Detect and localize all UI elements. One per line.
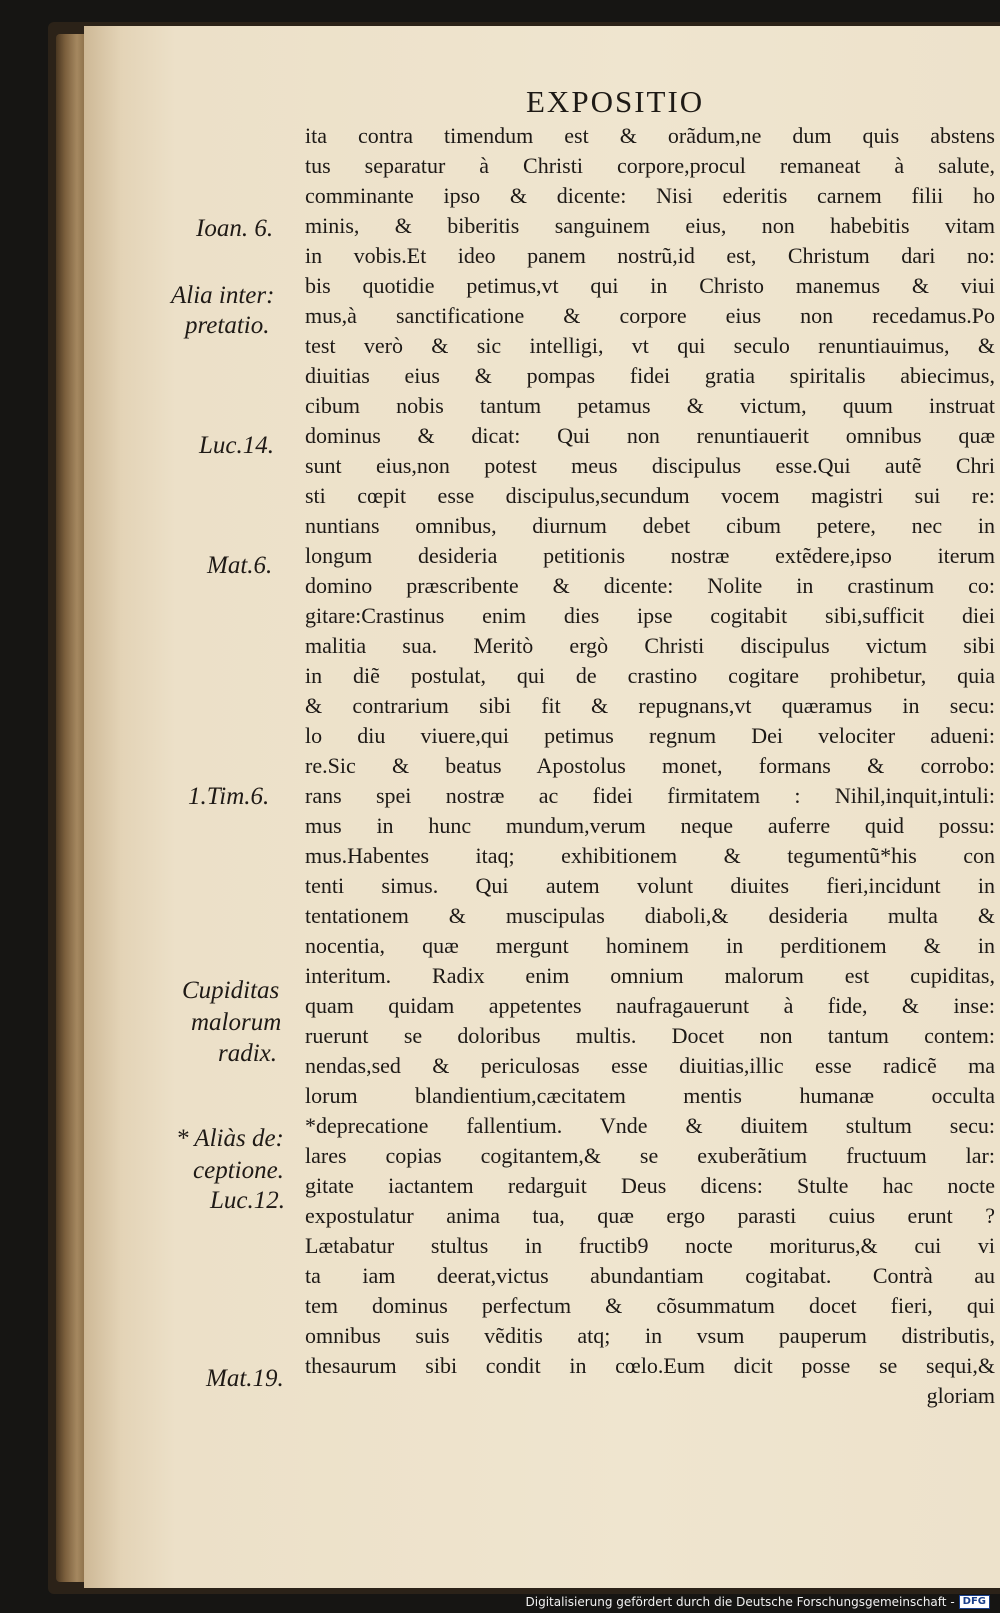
text-line: interitum. Radix enim omnium malorum est cupiditas, bbox=[305, 963, 995, 988]
text-line: in vobis.Et ideo panem nostrũ,id est, Christum dari no: bbox=[305, 243, 995, 268]
text-line: minis, & biberitis sanguinem eius, non habebitis vitam bbox=[305, 213, 995, 238]
text-line: in diẽ postulat, qui de crastino cogitare prohibetur, quia bbox=[305, 663, 995, 688]
text-line: rans spei nostræ ac fidei firmitatem : Nihil,inquit,intuli: bbox=[305, 783, 995, 808]
text-line: test verò & sic intelligi, vt qui seculo renuntiauimus, & bbox=[305, 333, 995, 358]
text-line: mus,à sanctificatione & corpore eius non recedamus.Po bbox=[305, 303, 995, 328]
marginal-note-1-tim-6: 1.Tim.6. bbox=[188, 783, 270, 810]
text-line: & contrarium sibi fit & repugnans,vt quæramus in secu: bbox=[305, 693, 995, 718]
text-line: Lætabatur stultus in fructib9 nocte moriturus,& cui vi bbox=[305, 1233, 995, 1258]
text-line: thesaurum sibi condit in cœlo.Eum dicit posse se sequi,& bbox=[305, 1353, 995, 1378]
text-line: cibum nobis tantum petamus & victum, quum instruat bbox=[305, 393, 995, 418]
digitization-credit-text: Digitalisierung gefördert durch die Deutsche Forschungsgemeinschaft - bbox=[525, 1595, 955, 1609]
text-line: sunt eius,non potest meus discipulus esse.Qui autẽ Chri bbox=[305, 453, 995, 478]
text-line: re.Sic & beatus Apostolus monet, formans & corrobo: bbox=[305, 753, 995, 778]
text-line: sti cœpit esse discipulus,secundum vocem magistri sui re: bbox=[305, 483, 995, 508]
text-line: lares copias cogitantem,& se exuberãtium fructuum lar: bbox=[305, 1143, 995, 1168]
text-line: lo diu viuere,qui petimus regnum Dei velociter adueni: bbox=[305, 723, 995, 748]
marginal-note-mat-6: Mat.6. bbox=[207, 552, 273, 579]
text-line: mus.Habentes itaq; exhibitionem & tegumentũ*his con bbox=[305, 843, 995, 868]
marginal-note-ioan-6: Ioan. 6. bbox=[196, 215, 274, 242]
text-line: diuitias eius & pompas fidei gratia spiritalis abiecimus, bbox=[305, 363, 995, 388]
marginal-note-mat-19: Mat.19. bbox=[206, 1365, 284, 1392]
text-line: ta iam deerat,victus abundantiam cogitabat. Contrà au bbox=[305, 1263, 995, 1288]
text-line: mus in hunc mundum,verum neque auferre quid possu: bbox=[305, 813, 995, 838]
text-line: longum desideria petitionis nostræ extẽdere,ipso iterum bbox=[305, 543, 995, 568]
text-line: tenti simus. Qui autem volunt diuites fieri,incidunt in bbox=[305, 873, 995, 898]
marginal-note-alia-interpretatio-2: pretatio. bbox=[185, 312, 270, 339]
text-line: tem dominus perfectum & cõsummatum docet fieri, qui bbox=[305, 1293, 995, 1318]
marginal-note-malorum: malorum bbox=[191, 1009, 282, 1036]
text-line: ruerunt se doloribus multis. Docet non tantum contem: bbox=[305, 1023, 995, 1048]
text-line: *deprecatione fallentium. Vnde & diuitem stultum secu: bbox=[305, 1113, 995, 1138]
text-line: nendas,sed & periculosas esse diuitias,illic esse radicẽ ma bbox=[305, 1053, 995, 1078]
text-line: gitare:Crastinus enim dies ipse cogitabit sibi,sufficit diei bbox=[305, 603, 995, 628]
text-line: domino præscribente & dicente: Nolite in crastinum co: bbox=[305, 573, 995, 598]
text-line: expostulatur anima tua, quæ ergo parasti cuius erunt ? bbox=[305, 1203, 995, 1228]
main-text-block bbox=[305, 121, 995, 1411]
text-line: nocentia, quæ mergunt hominem in perditionem & in bbox=[305, 933, 995, 958]
text-line: quam quidam appetentes naufragauerunt à fide, & inse: bbox=[305, 993, 995, 1018]
text-line: omnibus suis vẽditis atq; in vsum pauperum distributis, bbox=[305, 1323, 995, 1348]
text-line: malitia sua. Meritò ergò Christi discipulus victum sibi bbox=[305, 633, 995, 658]
text-line: lorum blandientium,cæcitatem mentis humanæ occulta bbox=[305, 1083, 995, 1108]
book-spine bbox=[56, 34, 86, 1582]
marginal-note-luc-14: Luc.14. bbox=[199, 432, 274, 459]
text-line: bis quotidie petimus,vt qui in Christo manemus & viui bbox=[305, 273, 995, 298]
text-line: gitate iactantem redarguit Deus dicens: Stulte hac nocte bbox=[305, 1173, 995, 1198]
text-line: dominus & dicat: Qui non renuntiauerit omnibus quæ bbox=[305, 423, 995, 448]
marginal-note-alias-deceptione: * Aliàs de: bbox=[176, 1125, 284, 1152]
marginal-note-alia-interpretatio: Alia inter: bbox=[171, 282, 275, 309]
digitization-credit bbox=[526, 1595, 991, 1609]
marginal-note-luc-12: Luc.12. bbox=[210, 1187, 285, 1214]
text-line: gloriam bbox=[926, 1383, 995, 1408]
text-line: comminante ipso & dicente: Nisi ederitis carnem filii ho bbox=[305, 183, 995, 208]
text-line: tus separatur à Christi corpore,procul remaneat à salute, bbox=[305, 153, 995, 178]
text-line: nuntians omnibus, diurnum debet cibum petere, nec in bbox=[305, 513, 995, 538]
dfg-logo: DFG bbox=[959, 1595, 990, 1609]
marginal-note-alias-deceptione-2: ceptione. bbox=[193, 1157, 284, 1184]
book-page bbox=[84, 26, 1000, 1588]
marginal-note-cupiditas: Cupiditas bbox=[182, 977, 280, 1004]
text-line: tentationem & muscipulas diaboli,& desideria multa & bbox=[305, 903, 995, 928]
running-head: EXPOSITIO bbox=[526, 84, 705, 119]
text-line: ita contra timendum est & orãdum,ne dum quis abstens bbox=[305, 123, 995, 148]
marginal-note-radix: radix. bbox=[218, 1040, 278, 1067]
